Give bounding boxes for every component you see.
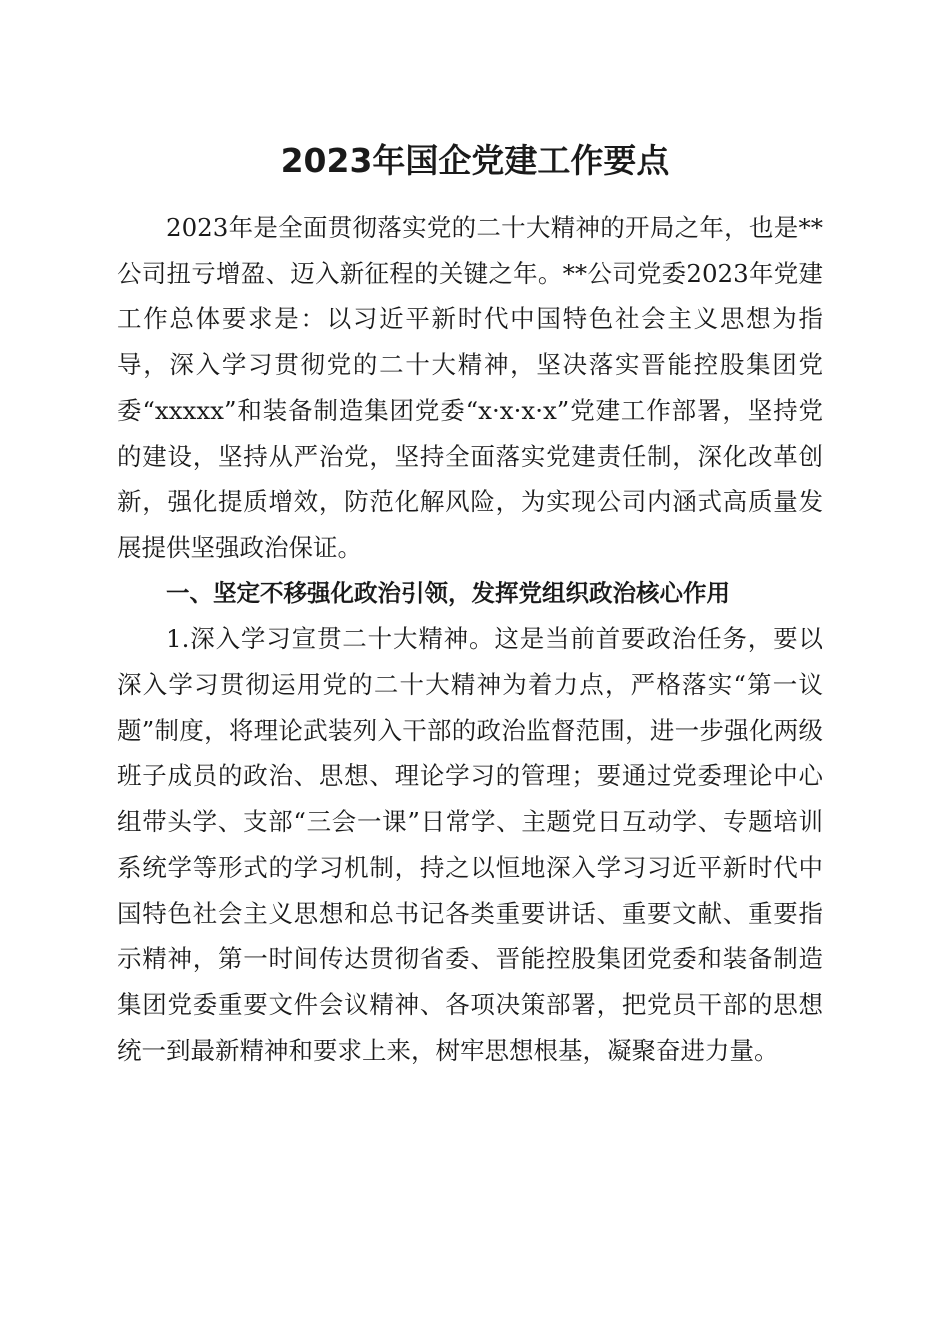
intro-paragraph: 2023年是全面贯彻落实党的二十大精神的开局之年，也是**公司扭亏增盈、迈入新征程的关键之年。**公司党委2023年党建工作总体要求是：以习近平新时代中国特色社会主义思想为指导，深入学习贯彻党的二十大精神，坚决落实晋能控股集团党委“xxxxx”和装备制造集团党委“x·x·x·x”党建工作部署，坚持党的建设，坚持从严治党，坚持全面落实党建责任制，深化改革创新，强化提质增效，防范化解风险，为实现公司内涵式高质量发展提供坚强政治保证。 <box>117 213 823 562</box>
document-body <box>117 205 823 1073</box>
section-heading-1: 一、坚定不移强化政治引领，发挥党组织政治核心作用 <box>166 578 730 607</box>
document-title: 2023年国企党建工作要点 <box>280 141 670 180</box>
item-paragraph-1: 1.深入学习宣贯二十大精神。这是当前首要政治任务，要以深入学习贯彻运用党的二十大精神为着力点，严格落实“第一议题”制度，将理论武装列入干部的政治监督范围，进一步强化两级班子成员的政治、思想、理论学习的管理；要通过党委理论中心组带头学、支部“三会一课”日常学、主题党日互动学、专题培训系统学等形式的学习机制，持之以恒地深入学习习近平新时代中国特色社会主义思想和总书记各类重要讲话、重要文献、重要指示精神，第一时间传达贯彻省委、晋能控股集团党委和装备制造集团党委重要文件会议精神、各项决策部署，把党员干部的思想统一到最新精神和要求上来，树牢思想根基，凝聚奋进力量。 <box>117 624 823 1065</box>
